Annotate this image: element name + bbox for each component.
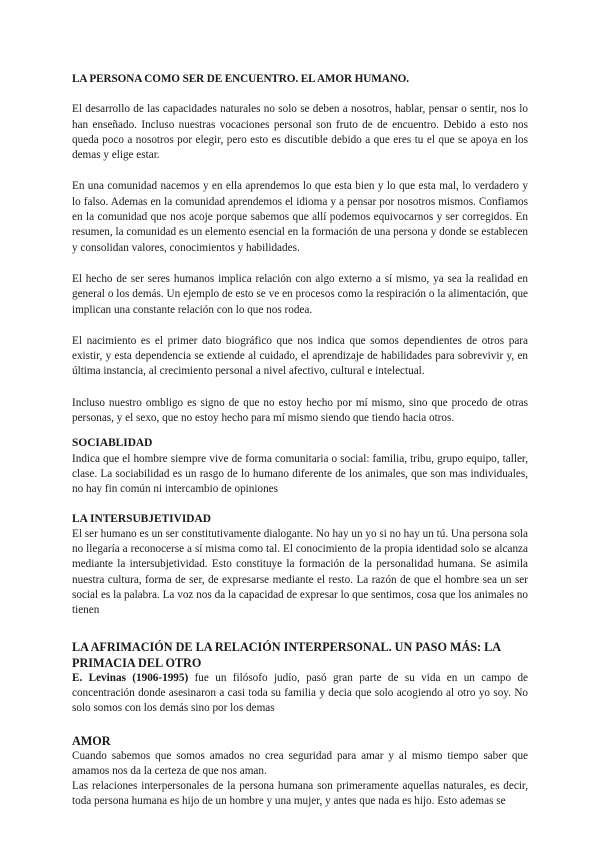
- section-text: Indica que el hombre siempre vive de forma comunitaria o social: familia, tribu, grupo equipo, taller, clase. La sociabilidad es un rasgo de lo humano diferente de los animales, que son mas individuales, no hay fin común ni intercambio de opiniones: [72, 452, 528, 496]
- section-amor: [72, 733, 528, 810]
- paragraph-4: El nacimiento es el primer dato biográfico que nos indica que somos dependientes de otros para existir, y esta dependencia se extiende al cuidado, el aprendizaje de habilidades para sobrevivir y, en última instancia, al crecimiento personal a nivel afectivo, cultural e intelectual.: [72, 334, 528, 378]
- document-title: LA PERSONA COMO SER DE ENCUENTRO. EL AMOR HUMANO.: [72, 73, 409, 85]
- levinas-text: fue un filósofo judío, pasó gran parte de su vida en un campo de concentración donde asesinaron a casi toda su familia y decia que solo acogiendo al otro yo soy. No solo somos con los demás sino por los demas: [72, 671, 528, 715]
- section-heading: SOCIABLIDAD: [72, 437, 153, 450]
- section-text: El ser humano es un ser constitutivamente dialogante. No hay un yo si no hay un tú. Una persona sola no llegaría a reconocerse a sí misma como tal. El conocimiento de la propia identidad solo se alcanza mediante la intersubjetividad. Esto constituye la formación de la personalidad humana. Se asimila nuestra cultura, forma de ser, de expresarse mediante el resto. La razón de que el hombre sea un ser social es la palabra. La voz nos da la capacidad de expresar lo que sentimos, cosa que los animales no tienen: [72, 527, 528, 617]
- paragraph-1: El desarrollo de las capacidades naturales no solo se deben a nosotros, hablar, pensar o sentir, nos lo han enseñado. Incluso nuestras vocaciones personal son fruto de de encuentro. Debido a esto nos queda poco a nosotros por elegir, pero esto es discutible debido a que eres tu el que se apoya en los demas y elige estar.: [72, 103, 528, 162]
- levinas-lead: E. Levinas (1906-1995): [72, 671, 189, 684]
- section-text: Cuando sabemos que somos amados no crea seguridad para amar y al mismo tiempo saber que amamos nos da la certeza de que nos aman.: [72, 749, 528, 777]
- paragraph-5: Incluso nuestro ombligo es signo de que no estoy hecho por mí mismo, sino que procedo de otras personas, y el sexo, que no estoy hecho para mí mismo siendo que tiendo hacia otros.: [72, 396, 528, 425]
- section-text-2: Las relaciones interpersonales de la persona humana son primeramente aquellas naturales, es decir, toda persona humana es hijo de un hombre y una mujer, y antes que nada es hijo. Esto ademas se: [72, 780, 528, 808]
- section-text: [72, 671, 528, 717]
- section-heading: LA INTERSUBJETIVIDAD: [72, 512, 211, 525]
- section-heading: AMOR: [72, 733, 111, 748]
- section-heading: LA AFRIMACIÓN DE LA RELACIÓN INTERPERSONAL. UN PASO MÁS: LA PRIMACIA DEL OTRO: [72, 639, 501, 670]
- paragraph-2: En una comunidad nacemos y en ella aprendemos lo que esta bien y lo que esta mal, lo verdadero y lo falso. Ademas en la comunidad aprendemos el idioma y a pensar por nosotros mismos. Confiamos en la comunidad que nos acoje porque sabemos que allí podemos equivocarnos y ser corregidos. En resumen, la comunidad es un elemento esencial en la formación de una persona y donde se establecen y consolidan valores, conocimientos y habilidades.: [72, 180, 528, 254]
- section-primacia-del-otro: [72, 639, 528, 717]
- section-intersubjetividad: [72, 512, 528, 619]
- paragraph-3: El hecho de ser seres humanos implica relación con algo externo a sí mismo, ya sea la realidad en general o los demás. Un ejemplo de esto se ve en procesos como la respiración o la alimentación, que implican una constante relación con lo que nos rodea.: [72, 272, 528, 316]
- section-sociabilidad: [72, 436, 528, 497]
